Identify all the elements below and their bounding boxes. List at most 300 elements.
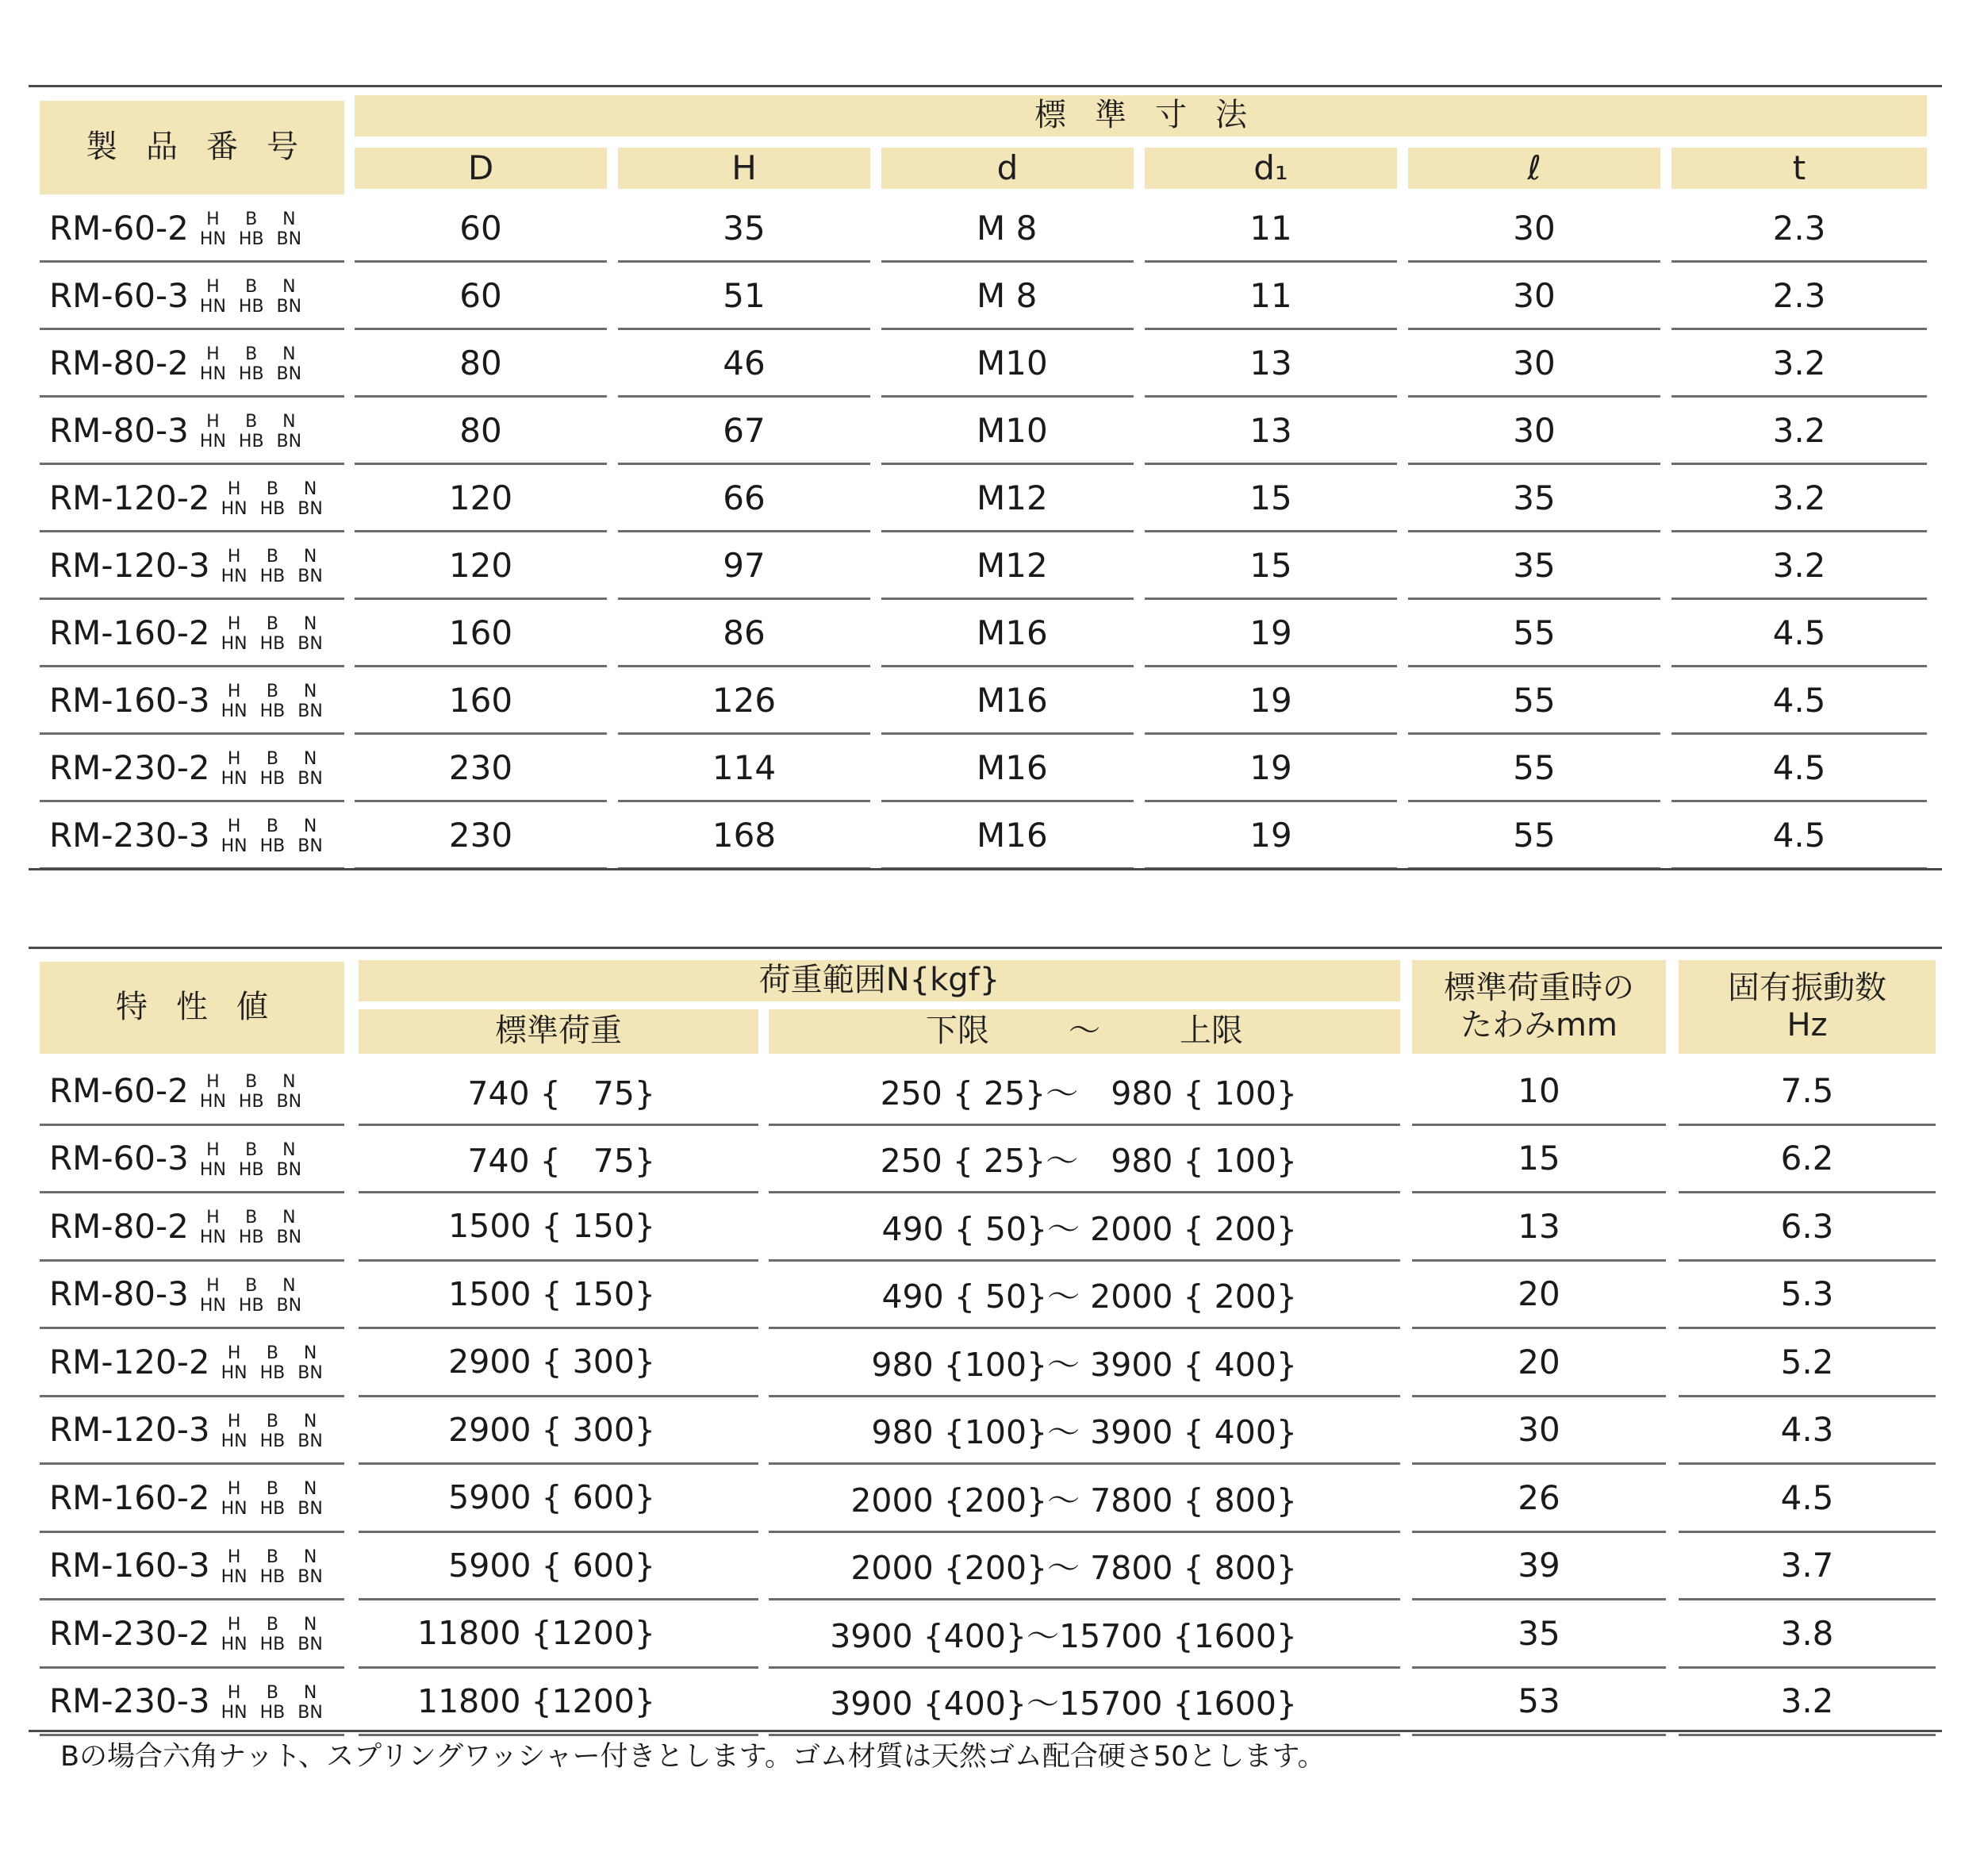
dimension-value-d1: 11 (1145, 263, 1397, 330)
variant-marks (221, 544, 336, 586)
table-row (0, 532, 1988, 600)
load-range-cell: 980 {100}～ 3900 { 400} (769, 1329, 1400, 1397)
table-row (0, 398, 1988, 465)
variant-mark (260, 1408, 286, 1451)
variant-marks (221, 678, 336, 721)
model-number: RM-120-2 (49, 1342, 210, 1381)
variant-marks (221, 746, 336, 789)
variant-mark-top: N (282, 412, 296, 432)
dimension-value-d: M16 (881, 667, 1134, 735)
deflection-cell: 39 (1412, 1533, 1666, 1601)
variant-mark (297, 611, 323, 654)
variant-mark (260, 813, 286, 856)
variant-mark-top: N (303, 1411, 317, 1431)
variant-mark-top: B (266, 1411, 278, 1431)
dimension-value-t: 2.3 (1671, 263, 1927, 330)
dimension-value-d: 160 (355, 600, 607, 667)
model-number: RM-160-2 (49, 1477, 210, 1517)
variant-marks (200, 1205, 314, 1247)
variant-mark (260, 544, 286, 586)
dimension-value-t: 3.2 (1671, 398, 1927, 465)
variant-mark-top: H (206, 209, 220, 229)
variant-mark (200, 1069, 226, 1112)
variant-mark-bottom: HB (259, 1635, 286, 1655)
variant-mark-bottom: HB (259, 1702, 286, 1723)
load-range-cell: 2000 {200}～ 7800 { 800} (769, 1533, 1400, 1601)
dimension-value-t: 3.2 (1671, 532, 1927, 600)
variant-mark-bottom: HB (238, 229, 264, 249)
variant-mark (239, 341, 264, 384)
dimension-column-header: D (355, 148, 607, 189)
variant-mark-top: B (245, 412, 258, 432)
variant-mark-top: H (227, 1411, 241, 1431)
dimension-value-d1: 19 (1145, 667, 1397, 735)
variant-mark (297, 476, 323, 519)
dimension-value-l: 55 (1408, 600, 1660, 667)
variant-mark-bottom: BN (276, 1092, 302, 1112)
dimension-value-t: 4.5 (1671, 802, 1927, 870)
dimension-value-t: 3.2 (1671, 465, 1927, 532)
variant-mark-bottom: HB (238, 364, 264, 384)
table-row (0, 1058, 1988, 1126)
variant-mark-top: B (266, 1615, 278, 1635)
variant-mark (221, 1544, 248, 1587)
table-top-rule (29, 947, 1942, 949)
dimension-value-d1: 13 (1145, 330, 1397, 398)
variant-mark (260, 678, 286, 721)
variant-mark (297, 1544, 323, 1587)
dimension-value-h: 46 (618, 330, 870, 398)
variant-mark-top: H (227, 1479, 241, 1500)
dimension-value-l: 55 (1408, 802, 1660, 870)
variant-mark-bottom: BN (276, 1228, 302, 1248)
dimension-value-d: M16 (881, 600, 1134, 667)
variant-mark (297, 1408, 323, 1451)
natural-frequency-cell: 3.8 (1679, 1600, 1936, 1669)
variant-mark-bottom: HB (259, 634, 286, 654)
variant-mark-top: H (227, 614, 241, 634)
dimension-value-d1: 15 (1145, 465, 1397, 532)
variant-mark-bottom: BN (297, 1702, 323, 1723)
load-range-cell: 490 { 50}～ 2000 { 200} (769, 1193, 1400, 1262)
standard-load-cell: 11800 {1200} (359, 1669, 758, 1737)
variant-mark-top: B (266, 1547, 278, 1567)
variant-mark-bottom: HB (259, 1566, 286, 1587)
variant-mark-top: H (227, 479, 241, 499)
variant-mark-top: H (227, 1682, 241, 1703)
table-row (0, 1262, 1988, 1330)
variant-mark-top: B (266, 479, 278, 499)
variant-mark-top: N (282, 1275, 296, 1296)
variant-mark-bottom: HB (259, 836, 286, 856)
variant-mark-top: N (282, 209, 296, 229)
dimension-value-d: M16 (881, 802, 1134, 870)
deflection-cell: 20 (1412, 1262, 1666, 1330)
variant-mark (260, 611, 286, 654)
variant-mark-top: N (282, 1139, 296, 1160)
variant-marks (221, 1680, 336, 1723)
model-number: RM-120-3 (49, 545, 210, 585)
variant-mark-bottom: HN (221, 1431, 248, 1451)
table-row (0, 1329, 1988, 1397)
variant-mark-top: N (303, 1343, 317, 1364)
variant-marks (200, 1273, 314, 1316)
dimension-value-d: M10 (881, 330, 1134, 398)
variant-mark-top: B (266, 547, 278, 567)
variant-mark-bottom: HB (238, 1159, 264, 1180)
variant-mark (260, 476, 286, 519)
model-number: RM-80-3 (49, 1274, 189, 1314)
variant-mark-bottom: BN (297, 1363, 323, 1384)
dimension-value-d: 80 (355, 398, 607, 465)
variant-mark-bottom: HB (259, 1363, 286, 1384)
variant-mark-top: H (206, 277, 220, 297)
dimension-value-d: M10 (881, 398, 1134, 465)
variant-mark-bottom: BN (297, 1431, 323, 1451)
variant-mark (239, 1273, 264, 1316)
characteristics-header: 特性値 (40, 962, 344, 1054)
upper-limit-label: 上限 (1180, 1012, 1243, 1050)
variant-mark-top: H (206, 1275, 220, 1296)
variant-mark-bottom: BN (276, 364, 302, 384)
model-number-cell (40, 1465, 344, 1533)
natural-frequency-header: 固有振動数 Hz (1679, 960, 1936, 1054)
variant-mark-bottom: HN (221, 769, 248, 789)
load-range-cell: 3900 {400}～15700 {1600} (769, 1600, 1400, 1669)
dimension-value-l: 35 (1408, 532, 1660, 600)
variant-mark-bottom: BN (297, 634, 323, 654)
variant-mark (221, 1476, 248, 1519)
variant-mark (297, 1340, 323, 1383)
variant-mark (277, 274, 302, 317)
standard-load-cell: 11800 {1200} (359, 1600, 758, 1669)
variant-mark-top: N (303, 1479, 317, 1500)
variant-mark (221, 1340, 248, 1383)
dimension-value-h: 97 (618, 532, 870, 600)
natural-frequency-cell: 7.5 (1679, 1058, 1936, 1126)
dimension-value-d: 160 (355, 667, 607, 735)
table-row (0, 1397, 1988, 1466)
table-row (0, 600, 1988, 667)
model-number: RM-80-2 (49, 1206, 189, 1246)
standard-load-cell: 5900 { 600} (359, 1533, 758, 1601)
variant-mark-bottom: HN (221, 1499, 248, 1520)
variant-mark-bottom: HN (199, 432, 226, 451)
variant-mark-top: B (245, 1208, 258, 1228)
variant-mark-bottom: HB (238, 297, 264, 317)
variant-mark-bottom: HN (221, 836, 248, 856)
deflection-cell: 15 (1412, 1126, 1666, 1194)
variant-mark (260, 1340, 286, 1383)
variant-marks (200, 206, 314, 249)
model-number: RM-120-3 (49, 1410, 210, 1450)
variant-mark-bottom: HB (259, 567, 286, 586)
variant-mark-bottom: HN (199, 364, 226, 384)
standard-dimensions-header: 標準寸法 (355, 95, 1927, 136)
dimension-value-d: 230 (355, 802, 607, 870)
footnote: Bの場合六角ナット、スプリングワッシャー付きとします。ゴム材質は天然ゴム配合硬さ50とします。 (60, 1741, 1326, 1773)
variant-mark (260, 1544, 286, 1587)
standard-load-cell: 740 { 75} (359, 1126, 758, 1194)
model-number-cell (40, 1600, 344, 1669)
variant-marks (221, 1476, 336, 1519)
variant-mark-bottom: HN (199, 1228, 226, 1248)
variant-mark (260, 1680, 286, 1723)
load-range-header: 荷重範囲N{kgf} (359, 960, 1400, 1001)
variant-mark (221, 611, 248, 654)
table-row (0, 1465, 1988, 1533)
variant-mark (200, 341, 226, 384)
standard-load-cell: 1500 { 150} (359, 1193, 758, 1262)
variant-mark-top: H (206, 1072, 220, 1093)
model-number: RM-230-2 (49, 1613, 210, 1653)
variant-mark (260, 1476, 286, 1519)
variant-mark (297, 1612, 323, 1654)
variant-mark-top: H (227, 1343, 241, 1364)
dimension-value-d: M12 (881, 532, 1134, 600)
dimension-value-t: 4.5 (1671, 600, 1927, 667)
dimension-value-d: M12 (881, 465, 1134, 532)
variant-mark-bottom: BN (276, 229, 302, 249)
table-row (0, 735, 1988, 802)
load-range-cell: 2000 {200}～ 7800 { 800} (769, 1465, 1400, 1533)
variant-mark-top: B (245, 277, 258, 297)
model-number-cell (40, 330, 344, 398)
variant-mark (277, 1205, 302, 1247)
dimension-value-l: 55 (1408, 667, 1660, 735)
standard-load-header: 標準荷重 (359, 1009, 758, 1054)
table-row (0, 1600, 1988, 1669)
dimension-value-d1: 19 (1145, 802, 1397, 870)
table-bottom-rule (29, 1730, 1942, 1732)
table-row (0, 330, 1988, 398)
variant-mark-top: N (303, 816, 317, 836)
model-number-cell (40, 1193, 344, 1262)
variant-mark-top: N (303, 547, 317, 567)
variant-mark-bottom: BN (276, 432, 302, 451)
variant-marks (221, 476, 336, 519)
dimension-value-d: 230 (355, 735, 607, 802)
model-number: RM-230-2 (49, 747, 210, 787)
variant-mark-bottom: BN (297, 1566, 323, 1587)
variant-mark-top: H (227, 816, 241, 836)
table-row (0, 1533, 1988, 1601)
variant-mark-top: B (245, 1072, 258, 1093)
standard-load-cell: 5900 { 600} (359, 1465, 758, 1533)
model-number: RM-160-2 (49, 613, 210, 652)
model-number: RM-160-3 (49, 1546, 210, 1585)
variant-mark-top: B (266, 749, 278, 769)
variant-mark-bottom: HN (221, 499, 248, 519)
variant-mark-top: N (282, 1208, 296, 1228)
variant-mark (221, 746, 248, 789)
dimension-value-d1: 15 (1145, 532, 1397, 600)
dimension-value-h: 51 (618, 263, 870, 330)
variant-mark-top: N (303, 614, 317, 634)
deflection-cell: 13 (1412, 1193, 1666, 1262)
dimension-value-d: 60 (355, 263, 607, 330)
dimension-value-h: 67 (618, 398, 870, 465)
variant-mark-top: B (266, 1479, 278, 1500)
variant-mark (277, 1069, 302, 1112)
model-number-cell (40, 1126, 344, 1194)
dimension-value-l: 30 (1408, 263, 1660, 330)
variant-mark (239, 1205, 264, 1247)
load-range-cell: 250 { 25}～ 980 { 100} (769, 1126, 1400, 1194)
variant-mark-bottom: BN (276, 1159, 302, 1180)
variant-mark (221, 476, 248, 519)
variant-mark (221, 544, 248, 586)
variant-marks (221, 1612, 336, 1654)
variant-mark-bottom: BN (297, 499, 323, 519)
table-row (0, 1193, 1988, 1262)
variant-mark-top: B (245, 1139, 258, 1160)
dimension-value-d1: 13 (1145, 398, 1397, 465)
dimension-value-d: 80 (355, 330, 607, 398)
variant-mark-top: N (303, 749, 317, 769)
variant-mark-bottom: HB (259, 769, 286, 789)
table-row (0, 667, 1988, 735)
variant-mark (277, 206, 302, 249)
variant-mark-top: N (303, 1615, 317, 1635)
model-number: RM-120-2 (49, 478, 210, 517)
dimension-value-t: 2.3 (1671, 195, 1927, 263)
dimension-value-d: M 8 (881, 263, 1134, 330)
model-number: RM-60-2 (49, 1070, 189, 1110)
natural-frequency-cell: 3.2 (1679, 1669, 1936, 1737)
variant-mark-bottom: BN (297, 701, 323, 721)
dimension-value-d: 120 (355, 532, 607, 600)
variant-mark-bottom: HB (238, 1295, 264, 1316)
model-number-cell (40, 1669, 344, 1737)
model-number: RM-160-3 (49, 680, 210, 720)
load-range-cell: 250 { 25}～ 980 { 100} (769, 1058, 1400, 1126)
load-limits-header (769, 1009, 1400, 1054)
variant-mark (260, 1612, 286, 1654)
variant-mark-top: N (303, 479, 317, 499)
variant-mark (221, 1680, 248, 1723)
variant-marks (221, 1544, 336, 1587)
variant-mark-bottom: BN (276, 297, 302, 317)
variant-mark-top: H (206, 412, 220, 432)
dimension-value-h: 114 (618, 735, 870, 802)
dimension-column-header: ℓ (1408, 148, 1660, 189)
variant-mark-top: H (206, 1139, 220, 1160)
variant-marks (200, 1137, 314, 1180)
table-row (0, 1126, 1988, 1194)
variant-mark-bottom: HN (221, 1363, 248, 1384)
variant-mark (221, 678, 248, 721)
table-row (0, 802, 1988, 870)
model-number: RM-80-2 (49, 343, 189, 382)
variant-mark-top: B (245, 344, 258, 364)
variant-mark-top: B (266, 682, 278, 701)
table-row (0, 263, 1988, 330)
model-number-cell (40, 735, 344, 802)
variant-marks (200, 274, 314, 317)
model-number-cell (40, 1329, 344, 1397)
dimension-column-header: t (1671, 148, 1927, 189)
table-bottom-rule (29, 868, 1942, 870)
dimension-value-d1: 11 (1145, 195, 1397, 263)
model-number-cell (40, 532, 344, 600)
standard-load-cell: 740 { 75} (359, 1058, 758, 1126)
dimension-column-header: H (618, 148, 870, 189)
dimension-value-l: 30 (1408, 330, 1660, 398)
model-number: RM-60-3 (49, 275, 189, 315)
model-number-cell (40, 465, 344, 532)
variant-mark-top: H (206, 344, 220, 364)
variant-mark-top: H (227, 1547, 241, 1567)
dimension-value-l: 35 (1408, 465, 1660, 532)
table-row (0, 195, 1988, 263)
variant-mark-top: B (266, 1343, 278, 1364)
variant-mark-bottom: HB (238, 1228, 264, 1248)
variant-mark-top: N (282, 277, 296, 297)
variant-mark-bottom: BN (297, 1635, 323, 1655)
dimension-value-d: 120 (355, 465, 607, 532)
dimension-value-t: 4.5 (1671, 735, 1927, 802)
variant-mark-bottom: BN (297, 769, 323, 789)
variant-mark-bottom: HN (199, 1295, 226, 1316)
dimension-value-h: 66 (618, 465, 870, 532)
variant-marks (221, 611, 336, 654)
model-number: RM-60-3 (49, 1139, 189, 1178)
variant-mark-top: B (266, 816, 278, 836)
dimension-value-h: 168 (618, 802, 870, 870)
standard-load-cell: 2900 { 300} (359, 1329, 758, 1397)
variant-mark (200, 206, 226, 249)
variant-mark-bottom: HB (238, 432, 264, 451)
variant-mark (297, 544, 323, 586)
variant-mark-top: N (303, 1682, 317, 1703)
dimension-value-h: 86 (618, 600, 870, 667)
variant-mark (200, 1205, 226, 1247)
model-number-cell (40, 195, 344, 263)
variant-mark (260, 746, 286, 789)
variant-mark (239, 274, 264, 317)
variant-mark-bottom: HN (221, 1635, 248, 1655)
variant-mark-bottom: HN (221, 1566, 248, 1587)
variant-marks (221, 813, 336, 856)
natural-frequency-cell: 3.7 (1679, 1533, 1936, 1601)
variant-mark-top: B (266, 614, 278, 634)
deflection-header: 標準荷重時の たわみmm (1412, 960, 1666, 1054)
variant-mark-top: B (245, 209, 258, 229)
dimension-value-d1: 19 (1145, 735, 1397, 802)
dimension-column-header: d (881, 148, 1134, 189)
model-number: RM-60-2 (49, 208, 189, 248)
variant-mark-bottom: HN (199, 1092, 226, 1112)
variant-marks (200, 341, 314, 384)
variant-mark-bottom: HB (259, 1431, 286, 1451)
variant-mark (200, 409, 226, 451)
natural-frequency-cell: 6.2 (1679, 1126, 1936, 1194)
variant-mark (277, 341, 302, 384)
variant-mark-bottom: HB (238, 1092, 264, 1112)
variant-mark-bottom: HN (199, 229, 226, 249)
deflection-cell: 30 (1412, 1397, 1666, 1466)
variant-mark (297, 813, 323, 856)
model-number-cell (40, 1262, 344, 1330)
load-range-cell: 980 {100}～ 3900 { 400} (769, 1397, 1400, 1466)
model-number: RM-80-3 (49, 410, 189, 450)
natural-frequency-cell: 5.3 (1679, 1262, 1936, 1330)
dimension-value-l: 30 (1408, 398, 1660, 465)
variant-mark (200, 274, 226, 317)
variant-mark-bottom: HB (259, 499, 286, 519)
dimension-value-t: 3.2 (1671, 330, 1927, 398)
